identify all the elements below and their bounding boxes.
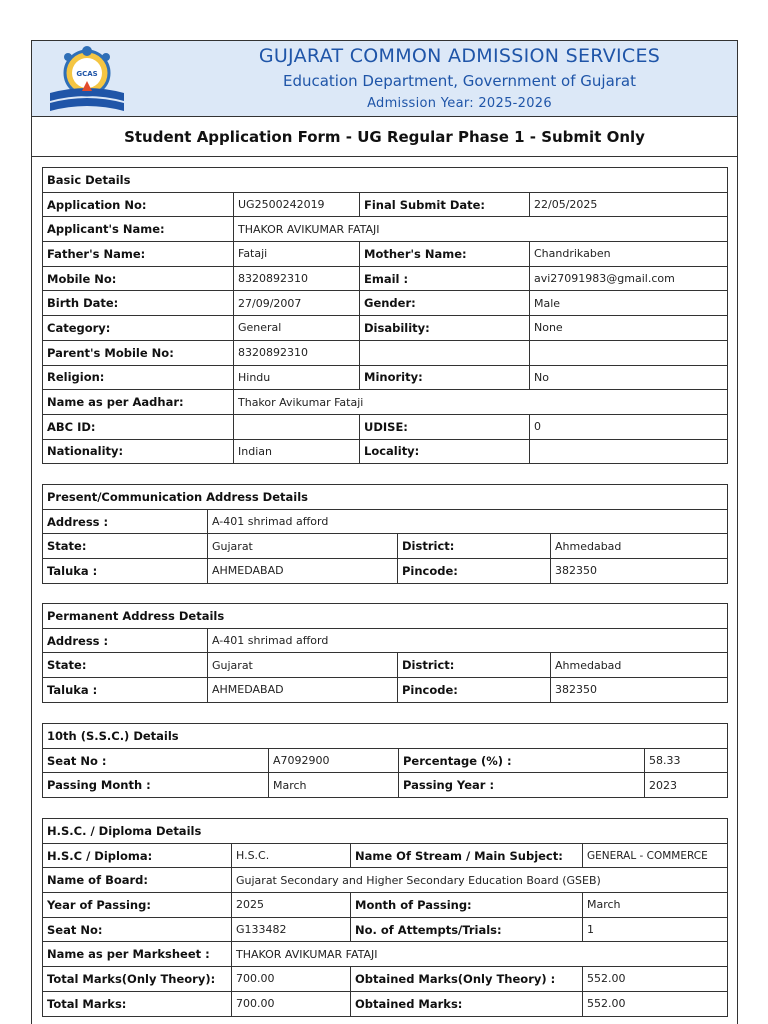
table-row xyxy=(43,893,728,918)
year-of-passing-value: 2025 xyxy=(232,893,351,918)
basic-details-table xyxy=(42,167,728,464)
stream-value: GENERAL - COMMERCE xyxy=(583,843,728,868)
table-row xyxy=(43,192,728,217)
field-label: State: xyxy=(43,653,208,678)
table-row xyxy=(43,917,728,942)
field-label: H.S.C / Diploma: xyxy=(43,843,232,868)
field-label: Pincode: xyxy=(398,559,551,584)
taluka-value: AHMEDABAD xyxy=(208,559,398,584)
nationality-value: Indian xyxy=(234,439,360,464)
table-row xyxy=(43,628,728,653)
applicant-name-value: THAKOR AVIKUMAR FATAJI xyxy=(234,217,728,242)
table-row xyxy=(43,390,728,415)
field-label: Parent's Mobile No: xyxy=(43,340,234,365)
section-title: 10th (S.S.C.) Details xyxy=(43,724,728,749)
table-row xyxy=(43,942,728,967)
obtained-marks-value: 552.00 xyxy=(583,991,728,1016)
section-title: Basic Details xyxy=(43,168,728,193)
table-row xyxy=(43,991,728,1016)
table-row xyxy=(43,217,728,242)
table-row xyxy=(43,868,728,893)
table-row xyxy=(43,316,728,341)
field-label: Mother's Name: xyxy=(360,242,530,267)
passing-year-value: 2023 xyxy=(645,773,728,798)
table-row xyxy=(43,678,728,703)
month-of-passing-value: March xyxy=(583,893,728,918)
field-label: District: xyxy=(398,534,551,559)
mobile-value: 8320892310 xyxy=(234,266,360,291)
field-label: Applicant's Name: xyxy=(43,217,234,242)
total-marks-value: 700.00 xyxy=(232,991,351,1016)
table-row xyxy=(43,365,728,390)
empty-cell xyxy=(530,340,728,365)
table-row xyxy=(43,967,728,992)
district-value: Ahmedabad xyxy=(551,653,728,678)
table-row xyxy=(43,340,728,365)
birth-date-value: 27/09/2007 xyxy=(234,291,360,316)
header-banner xyxy=(32,41,737,117)
table-row xyxy=(43,534,728,559)
section-title: Present/Communication Address Details xyxy=(43,485,728,510)
field-label: Seat No: xyxy=(43,917,232,942)
field-label: Seat No : xyxy=(43,748,269,773)
form-title: Student Application Form - UG Regular Phase 1 - Submit Only xyxy=(32,117,737,157)
pincode-value: 382350 xyxy=(551,559,728,584)
state-value: Gujarat xyxy=(208,534,398,559)
field-label: Religion: xyxy=(43,365,234,390)
address-value: A-401 shrimad afford xyxy=(208,628,728,653)
final-submit-value: 22/05/2025 xyxy=(530,192,728,217)
pincode-value: 382350 xyxy=(551,678,728,703)
dept-subtitle: Education Department, Government of Gujarat xyxy=(282,72,637,90)
table-row xyxy=(43,439,728,464)
field-label: Year of Passing: xyxy=(43,893,232,918)
mother-name-value: Chandrikaben xyxy=(530,242,728,267)
field-label: Application No: xyxy=(43,192,234,217)
field-label: Gender: xyxy=(360,291,530,316)
total-theory-value: 700.00 xyxy=(232,967,351,992)
field-label: Name as per Aadhar: xyxy=(43,390,234,415)
religion-value: Hindu xyxy=(234,365,360,390)
field-label: Total Marks: xyxy=(43,991,232,1016)
field-label: Address : xyxy=(43,509,208,534)
field-label: Passing Year : xyxy=(399,773,645,798)
field-label: Name Of Stream / Main Subject: xyxy=(351,843,583,868)
udise-value: 0 xyxy=(530,414,728,439)
field-label: Birth Date: xyxy=(43,291,234,316)
field-label: Final Submit Date: xyxy=(360,192,530,217)
district-value: Ahmedabad xyxy=(551,534,728,559)
field-label: Locality: xyxy=(360,439,530,464)
field-label: Obtained Marks(Only Theory) : xyxy=(351,967,583,992)
field-label: Obtained Marks: xyxy=(351,991,583,1016)
section-title: Permanent Address Details xyxy=(43,604,728,629)
table-row xyxy=(43,242,728,267)
field-label: Disability: xyxy=(360,316,530,341)
field-label: Total Marks(Only Theory): xyxy=(43,967,232,992)
field-label: Month of Passing: xyxy=(351,893,583,918)
category-value: General xyxy=(234,316,360,341)
marksheet-name-value: THAKOR AVIKUMAR FATAJI xyxy=(232,942,728,967)
field-label: District: xyxy=(398,653,551,678)
hsc-details-table xyxy=(42,818,728,1017)
permanent-address-table xyxy=(42,603,728,703)
taluka-value: AHMEDABAD xyxy=(208,678,398,703)
application-form-page xyxy=(31,40,738,1024)
field-label: Father's Name: xyxy=(43,242,234,267)
application-no-value: UG2500242019 xyxy=(234,192,360,217)
abc-id-value xyxy=(234,414,360,439)
present-address-table xyxy=(42,484,728,584)
field-label: UDISE: xyxy=(360,414,530,439)
field-label: Name as per Marksheet : xyxy=(43,942,232,967)
parent-mobile-value: 8320892310 xyxy=(234,340,360,365)
field-label: Percentage (%) : xyxy=(399,748,645,773)
father-name-value: Fataji xyxy=(234,242,360,267)
table-row xyxy=(43,266,728,291)
empty-cell xyxy=(360,340,530,365)
locality-value xyxy=(530,439,728,464)
gender-value: Male xyxy=(530,291,728,316)
email-value: avi27091983@gmail.com xyxy=(530,266,728,291)
aadhar-name-value: Thakor Avikumar Fataji xyxy=(234,390,728,415)
field-label: Category: xyxy=(43,316,234,341)
field-label: Address : xyxy=(43,628,208,653)
board-value: Gujarat Secondary and Higher Secondary Education Board (GSEB) xyxy=(232,868,728,893)
seat-no-value: A7092900 xyxy=(269,748,399,773)
field-label: No. of Attempts/Trials: xyxy=(351,917,583,942)
admission-year: Admission Year: 2025-2026 xyxy=(367,96,552,111)
address-value: A-401 shrimad afford xyxy=(208,509,728,534)
ssc-details-table xyxy=(42,723,728,798)
svg-text:GCAS: GCAS xyxy=(76,70,98,78)
passing-month-value: March xyxy=(269,773,399,798)
state-value: Gujarat xyxy=(208,653,398,678)
field-label: Taluka : xyxy=(43,678,208,703)
field-label: Nationality: xyxy=(43,439,234,464)
table-row xyxy=(43,653,728,678)
field-label: State: xyxy=(43,534,208,559)
field-label: Mobile No: xyxy=(43,266,234,291)
table-row xyxy=(43,559,728,584)
field-label: Taluka : xyxy=(43,559,208,584)
table-row xyxy=(43,509,728,534)
field-label: Name of Board: xyxy=(43,868,232,893)
section-title: H.S.C. / Diploma Details xyxy=(43,819,728,844)
obtained-theory-value: 552.00 xyxy=(583,967,728,992)
hsc-seat-value: G133482 xyxy=(232,917,351,942)
org-title: GUJARAT COMMON ADMISSION SERVICES xyxy=(258,45,661,67)
percentage-value: 58.33 xyxy=(645,748,728,773)
field-label: Pincode: xyxy=(398,678,551,703)
attempts-value: 1 xyxy=(583,917,728,942)
hsc-type-value: H.S.C. xyxy=(232,843,351,868)
minority-value: No xyxy=(530,365,728,390)
table-row xyxy=(43,748,728,773)
disability-value: None xyxy=(530,316,728,341)
table-row xyxy=(43,291,728,316)
field-label: Email : xyxy=(360,266,530,291)
field-label: Minority: xyxy=(360,365,530,390)
table-row xyxy=(43,773,728,798)
table-row xyxy=(43,414,728,439)
table-row xyxy=(43,843,728,868)
field-label: ABC ID: xyxy=(43,414,234,439)
field-label: Passing Month : xyxy=(43,773,269,798)
